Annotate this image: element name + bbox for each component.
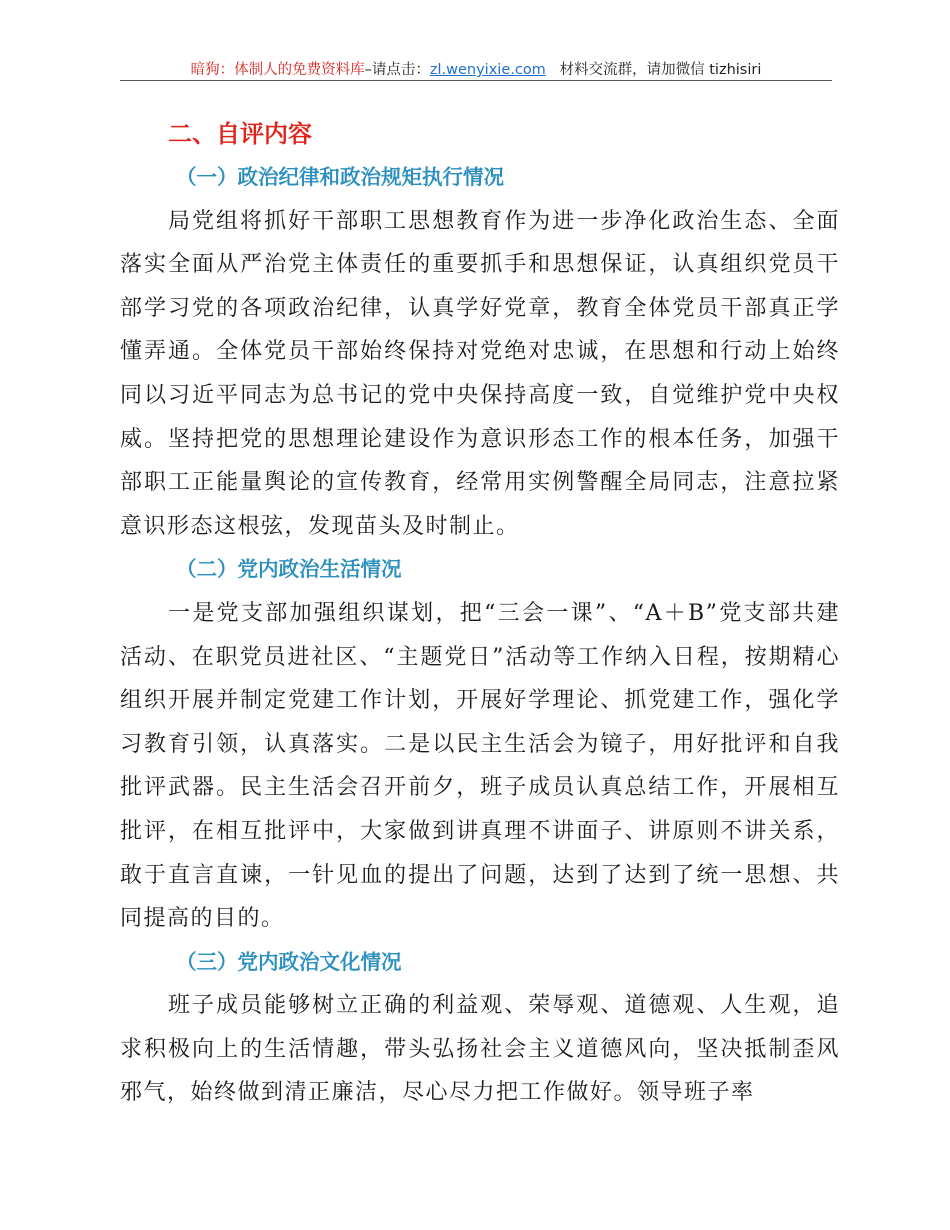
group-note: 材料交流群，请加微信 tizhisiri [559, 62, 762, 78]
site-name: 暗狗：体制人的免费资料库 [190, 62, 365, 78]
subsection-heading-3: （三）党内政治文化情况 [176, 949, 402, 974]
header-divider [120, 80, 832, 81]
subsection-heading-1: （一）政治纪律和政治规矩执行情况 [176, 165, 504, 189]
page-header [120, 58, 832, 79]
subsection-paragraph-1: 局党组将抓好干部职工思想教育作为进一步净化政治生态、全面落实全面从严治党主体责任的重要抓手和思想保证，认真组织党员干部学习党的各项政治纪律，认真学好党章，教育全体党员干部真正学懂弄通。全体党员干部始终保持对党绝对忠诚，在思想和行动上始终同以习近平同志为总书记的党中央保持高度一致，自觉维护党中央权威。坚持把党的思想理论建设作为意识形态工作的根本任务，加强干部职工正能量舆论的宣传教育，经常用实例警醒全局同志，注意拉紧意识形态这根弦，发现苗头及时制止。 [120, 208, 840, 539]
subsection-heading-2: （二）党内政治生活情况 [176, 557, 402, 582]
subsection-paragraph-2: 一是党支部加强组织谋划，把“三会一课”、“A＋B”党支部共建活动、在职党员进社区、“主题党日”活动等工作纳入日程，按期精心组织开展并制定党建工作计划，开展好学理论、抓党建工作，强化学习教育引领，认真落实。二是以民主生活会为镜子，用好批评和自我批评武器。民主生活会召开前夕，班子成员认真总结工作，开展相互批评，在相互批评中，大家做到讲真理不讲面子、讲原则不讲关系，敢于直言直谏，一针见血的提出了问题，达到了达到了统一思想、共同提高的目的。 [120, 600, 840, 932]
click-prompt: –请点击： [364, 62, 430, 78]
section-title: 二、自评内容 [168, 120, 312, 148]
subsection-paragraph-3: 班子成员能够树立正确的利益观、荣辱观、道德观、人生观，追求积极向上的生活情趣，带头弘扬社会主义道德风向，坚决抵制歪风邪气，始终做到清正廉洁，尽心尽力把工作做好。领导班子率 [120, 993, 840, 1106]
website-link[interactable]: zl.wenyixie.com [429, 62, 546, 78]
document-body [120, 112, 840, 1115]
